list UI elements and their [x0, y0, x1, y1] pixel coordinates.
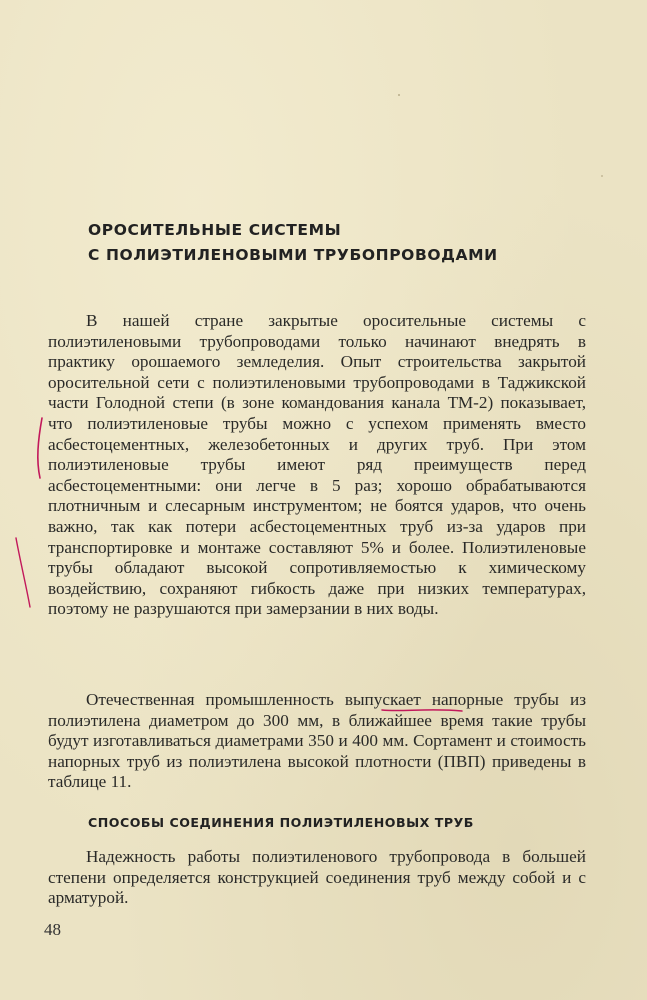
paragraph-intro: В нашей стране закрытые оросительные системы с полиэтиленовыми трубопроводами только начинают внедрять в практику орошаемого земледелия. Опыт строительства закрытой оросительной сети с полиэтиленовыми трубопроводами в Таджикской части Голодной степи (в зоне командования канала ТМ-2) показывает, что полиэтиленовые трубы можно с успехом применять вместо асбестоцементных, железобетонных и других труб. При этом полиэтиленовые трубы имеют ряд преимуществ перед асбестоцементными: они легче в 5 раз; хорошо обрабатываются плотничным и слесарным инструментом; не боятся ударов, что очень важно, так как потери асбестоцементных труб из-за ударов при транспортировке и монтаже составляют 5% и более. Полиэтиленовые трубы обладают высокой сопротивляемостью к химическому воздействию, сохраняют гибкость даже при низких температурах, поэтому не разрушаются при замерзании в них воды. — [48, 311, 586, 619]
page-number: 48 — [44, 920, 61, 939]
subsection-heading: СПОСОБЫ СОЕДИНЕНИЯ ПОЛИЭТИЛЕНОВЫХ ТРУБ — [88, 815, 474, 830]
paper-speck — [398, 94, 400, 96]
margin-pen-mark-bottom — [16, 538, 30, 607]
section-heading-line-2: С ПОЛИЭТИЛЕНОВЫМИ ТРУБОПРОВОДАМИ — [88, 246, 498, 264]
section-heading-line-1: ОРОСИТЕЛЬНЫЕ СИСТЕМЫ — [88, 221, 342, 239]
paragraph-pipe-sizes: Отечественная промышленность выпускает напорные трубы из полиэтилена диаметром до 300 мм, в ближайшее время такие трубы будут изготавливаться диаметрами 350 и 400 мм. Сортамент и стоимость напорных труб из полиэтилена высокой плотности (ПВП) приведены в таблице 11. — [48, 690, 586, 792]
section-heading — [88, 218, 498, 268]
paragraph-connections: Надежность работы полиэтиленового трубопровода в большей степени определяется конструкцией соединения труб между собой и с арматурой. — [48, 847, 586, 908]
margin-pen-mark-top — [38, 418, 42, 478]
paper-speck — [601, 175, 603, 177]
